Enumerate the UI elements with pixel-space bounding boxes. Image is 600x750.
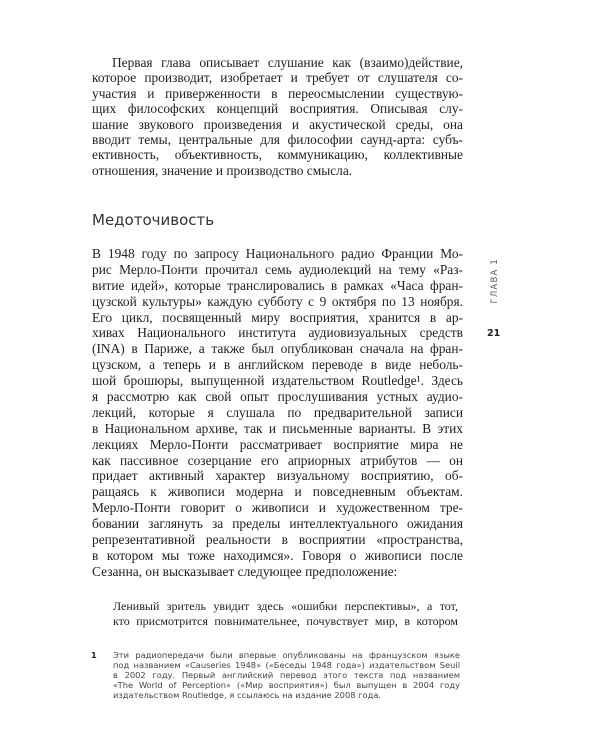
text-line: в 2002 году. Первый английский перевод этого текста под названием [113,670,460,680]
text-line: вводит темы, центральные для философии саунд-арта: субъ- [92,131,463,147]
text-line: Сезанна, он высказывает следующее предположение: [92,563,398,579]
text-line: кто присмотрится повнимательнее, почувствует мир, в котором [113,614,458,628]
text-line: придает активный характер визуальному восприятию, об- [92,468,463,484]
text-line: в Национальном архиве, так и письменные варианты. В этих [92,420,463,436]
text-line: хивах Национального института аудиовизуальных средств [92,325,463,341]
text-line: рис Мерло-Понти прочитал семь аудиолекций на тему «Раз- [92,261,463,277]
text-line: (INA) в Париже, а также был опубликован сначала на фран- [92,341,463,357]
text-line: отношения, значение и производство смысла. [92,162,353,178]
text-line: витие идей», которые транслировались в рамках «Часа фран- [92,277,463,293]
text-line: Ленивый зритель увидит здесь «ошибки перспективы», а тот, [113,599,458,613]
text-line: щих философских концепций восприятия. Описывая слу- [92,101,463,117]
text-line: Мерло-Понти говорит о живописи и художественном тре- [92,500,463,516]
text-line: цузской культуры» каждую субботу с 9 октября по 13 ноября. [92,293,463,309]
body-paragraph [92,246,463,580]
text-line: репрезентативной реальности в восприятии «пространства, [92,532,463,548]
text-line: как пассивное созерцание его априорных атрибутов — он [92,452,463,468]
text-line: Его цикл, посвященный миру восприятия, хранится в ар- [92,309,463,325]
text-line: в котором мы тоже находимся». Говоря о живописи после [92,547,463,563]
page-number: 21 [487,328,501,339]
text-line: шание звукового произведения и акустической среды, она [92,116,463,132]
running-chapter-label: ГЛАВА 1 [490,258,500,304]
intro-paragraph [92,55,463,178]
text-line: ективность, объективность, коммуникацию, коллективные [92,147,463,163]
footnote-number: 1 [91,650,97,660]
text-line: Эти радиопередачи были впервые опубликованы на французском языке [113,650,460,660]
block-quote [113,599,458,629]
text-line: участия и приверженности в переосмыслении существую- [92,85,463,101]
text-line: бовании заглянуть за пределы интеллектуального ожидания [92,516,463,532]
text-line: шой брошюры, выпущенной издательством Routledge¹. Здесь [92,373,463,389]
text-line: Первая глава описывает слушание как (взаимо)действие, [112,55,463,70]
text-line: издательством Routledge, я ссылаюсь на издание 2008 года. [113,690,382,700]
text-line: которое производит, изобретает и требует от слушателя со- [92,70,463,86]
text-line: цузском, а теперь и в английском переводе в виде неболь- [92,357,463,373]
text-line: В 1948 году по запросу Национального радио Франции Мо- [92,246,463,261]
text-line: лекциях Мерло-Понти рассматривает восприятие мира не [92,436,463,452]
text-line: под названием «Causeries 1948» («Беседы 1948 года») издательством Seuil [113,660,460,670]
text-line: я рассмотрю как свой опыт прослушивания устных аудио- [92,389,463,405]
text-line: «The World of Perception» («Мир восприятия») был выпущен в 2004 году [113,680,460,690]
text-line: лекций, которые я слушала по предварительной записи [92,404,463,420]
text-line: ращаясь к живописи модерна и повседневным объектам. [92,484,463,500]
footnote-text [113,650,460,700]
section-heading: Медоточивость [92,211,215,229]
